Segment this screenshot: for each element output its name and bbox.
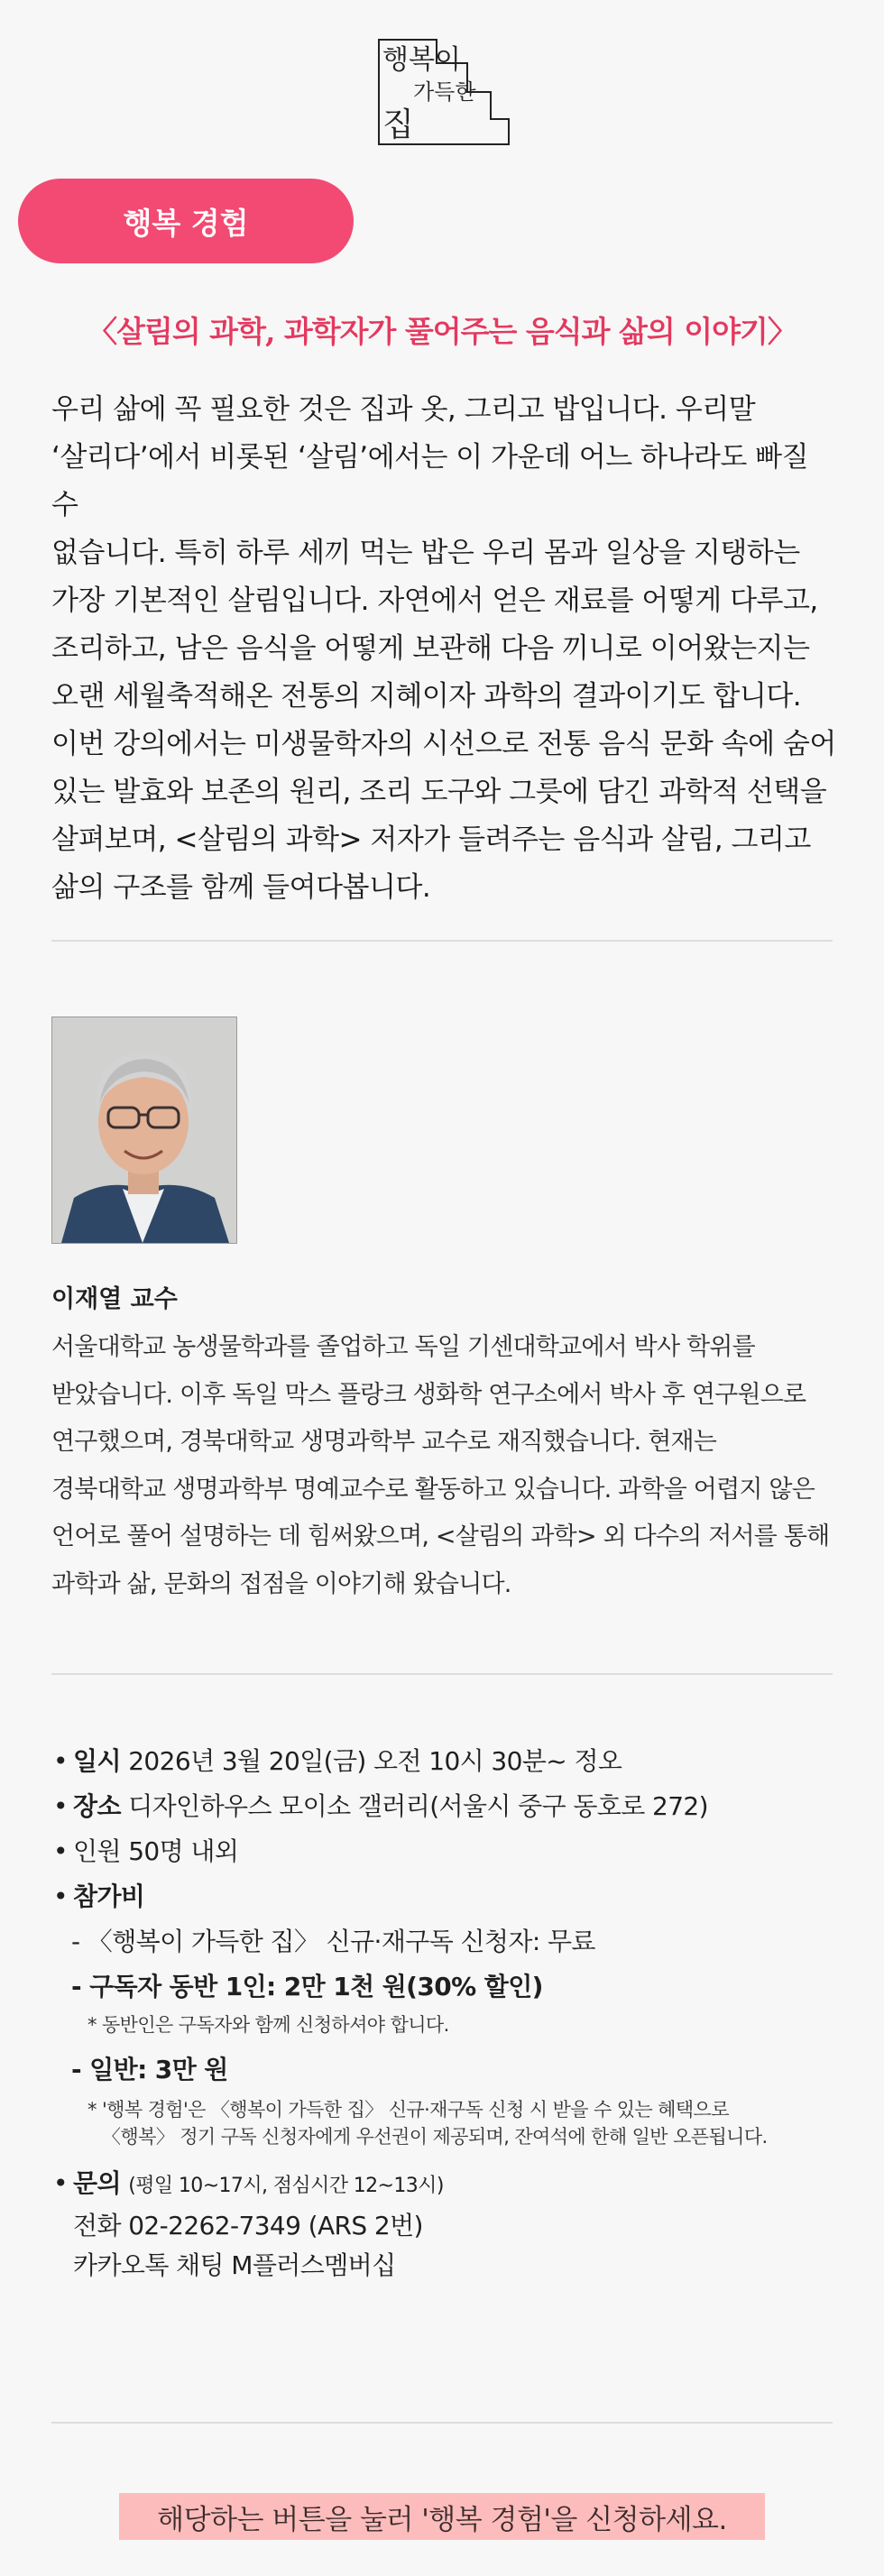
intro-line: 우리 삶에 꼭 필요한 것은 집과 옷, 그리고 밥입니다. 우리말 — [51, 393, 756, 426]
divider — [51, 940, 833, 942]
date-label: 일시 — [73, 1746, 121, 1776]
bio-line: 경북대학교 생명과학부 명예교수로 활동하고 있습니다. 과학을 어렵지 않은 — [51, 1475, 815, 1504]
intro-line: ‘살리다’에서 비롯된 ‘살림’에서는 이 가운데 어느 하나라도 빠질 수 — [51, 441, 809, 521]
bio-line: 언어로 풀어 설명하는 데 힘써왔으며, <살림의 과학> 외 다수의 저서를 통해 — [51, 1523, 830, 1550]
info-place — [51, 1784, 845, 1829]
divider — [51, 1673, 833, 1675]
contact-phone: 전화 02-2262-7349 (ARS 2번) — [73, 2211, 423, 2240]
intro-line: 없습니다. 특히 하루 세끼 먹는 밥은 우리 몸과 일상을 지탱하는 — [51, 537, 800, 569]
fee-general: - 일반: 3만 원 — [71, 2055, 228, 2084]
fee-subscriber-free: - 〈행복이 가득한 집〉 신규·재구독 신청자: 무료 — [71, 1927, 595, 1956]
event-info — [51, 1739, 845, 2286]
intro-paragraph — [51, 386, 836, 912]
place-value: 디자인하우스 모이소 갤러리(서울시 중구 동호로 272) — [128, 1791, 708, 1821]
bio-line: 연구했으며, 경북대학교 생명과학부 교수로 재직했습니다. 현재는 — [51, 1428, 717, 1456]
bullet: • — [53, 1746, 68, 1776]
contact-kakao: 카카오톡 채팅 M플러스멤버십 — [73, 2250, 396, 2280]
professor-bio — [51, 1324, 836, 1608]
logo-text-line2: 가득한 — [413, 79, 476, 105]
fee-note-companion: * 동반인은 구독자와 함께 신청하셔야 합니다. — [87, 2014, 449, 2036]
section-badge — [18, 179, 354, 263]
professor-photo — [51, 1017, 237, 1244]
info-contact — [51, 2161, 845, 2206]
info-fee — [51, 1874, 845, 1919]
logo-text-line1: 행복이 — [382, 44, 461, 76]
intro-line: 이번 강의에서는 미생물학자의 시선으로 전통 음식 문화 속에 숨어 — [51, 728, 836, 760]
bio-line: 서울대학교 농생물학과를 졸업하고 독일 기센대학교에서 박사 학위를 — [51, 1333, 755, 1361]
logo-text-line3: 집 — [382, 106, 414, 143]
badge-label: 행복 경험 — [123, 205, 249, 241]
bullet: • — [53, 2168, 68, 2198]
bullet: • — [53, 1836, 68, 1866]
intro-line: 살펴보며, <살림의 과학> 저자가 들려주는 음식과 살림, 그리고 — [51, 823, 811, 856]
date-value: 2026년 3월 20일(금) 오전 10시 30분~ 정오 — [128, 1746, 622, 1776]
bio-line: 과학과 삶, 문화의 접점을 이야기해 왔습니다. — [51, 1569, 511, 1598]
info-date — [51, 1739, 845, 1784]
info-capacity — [51, 1829, 845, 1874]
logo-stair-mark — [373, 36, 514, 148]
fee-note-benefit-1: * '행복 경험'은 〈행복이 가득한 집〉 신규·재구독 신청 시 받을 수 있는 혜택으로 — [87, 2099, 729, 2121]
intro-line: 가장 기본적인 살림입니다. 자연에서 얻은 재료를 어떻게 다루고, — [51, 584, 818, 617]
course-title: 〈살림의 과학, 과학자가 풀어주는 음식과 삶의 이야기〉 — [87, 314, 797, 349]
fee-note-benefit-2: 〈행복〉 정기 구독 신청자에게 우선권이 제공되며, 잔여석에 한해 일반 오픈됩니다. — [102, 2126, 768, 2148]
fee-companion: - 구독자 동반 1인: 2만 1천 원(30% 할인) — [71, 1972, 543, 2001]
intro-line: 있는 발효와 보존의 원리, 조리 도구와 그릇에 담긴 과학적 선택을 — [51, 776, 827, 808]
magazine-logo — [373, 36, 514, 148]
contact-hours: (평일 10~17시, 점심시간 12~13시) — [128, 2175, 444, 2197]
intro-line: 오랜 세월축적해온 전통의 지혜이자 과학의 결과이기도 합니다. — [51, 680, 802, 713]
contact-label: 문의 — [73, 2168, 121, 2198]
divider — [51, 2422, 833, 2424]
fee-label: 참가비 — [73, 1881, 145, 1911]
bullet: • — [53, 1791, 68, 1821]
bullet: • — [53, 1881, 68, 1911]
intro-line: 삶의 구조를 함께 들여다봅니다. — [51, 871, 431, 904]
apply-instruction-banner: 해당하는 버튼을 눌러 '행복 경험'을 신청하세요. — [119, 2493, 765, 2540]
bio-line: 받았습니다. 이후 독일 막스 플랑크 생화학 연구소에서 박사 후 연구원으로 — [51, 1380, 806, 1409]
intro-line: 조리하고, 남은 음식을 어떻게 보관해 다음 끼니로 이어왔는지는 — [51, 632, 810, 665]
place-label: 장소 — [73, 1791, 121, 1821]
professor-name: 이재열 교수 — [51, 1285, 178, 1313]
professor-portrait-image — [52, 1017, 236, 1243]
capacity-value: 인원 50명 내외 — [73, 1836, 239, 1866]
